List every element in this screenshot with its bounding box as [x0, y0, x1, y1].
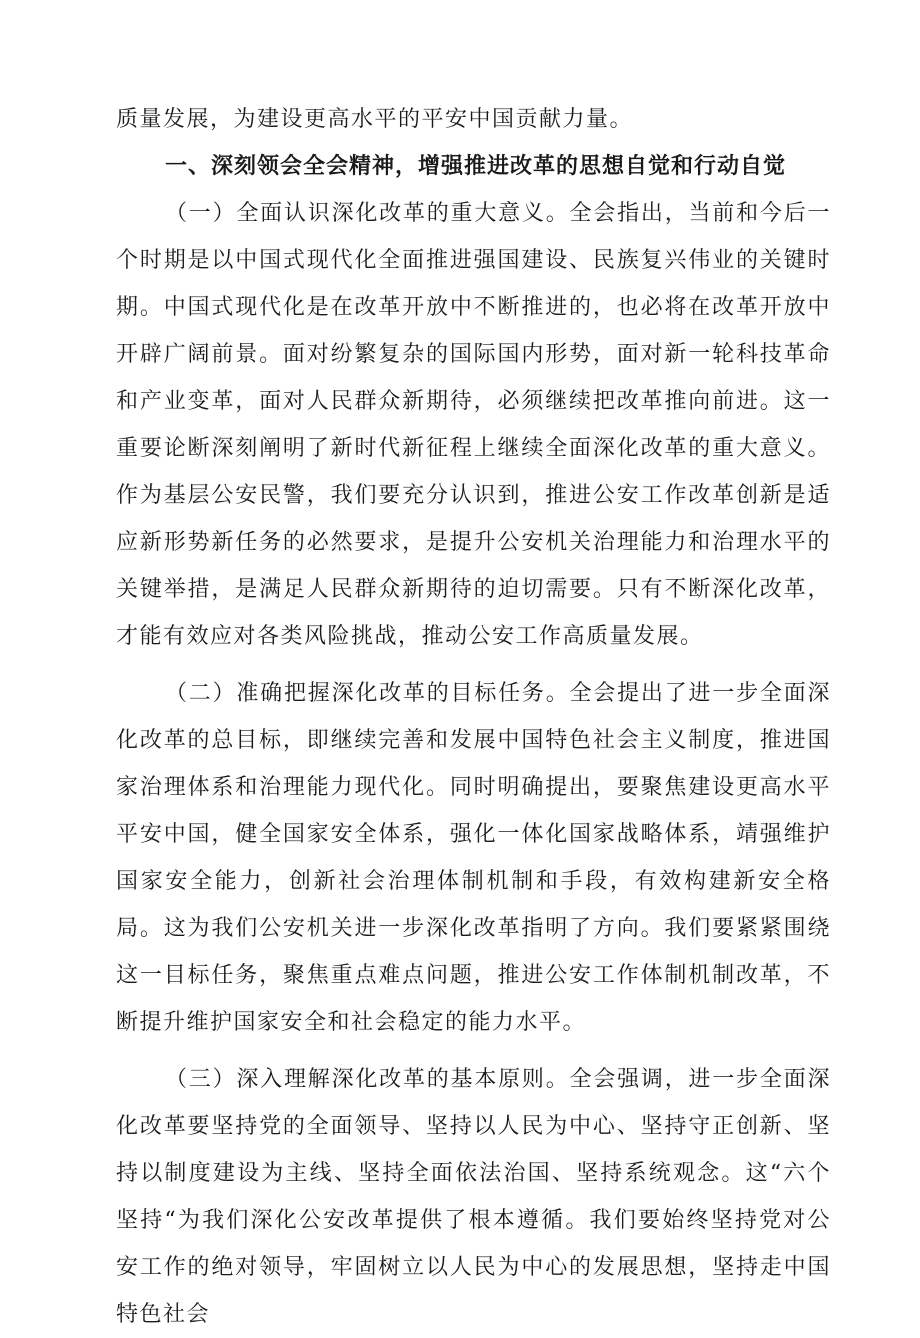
continuation-paragraph: 质量发展，为建设更高水平的平安中国贡献力量。	[116, 107, 634, 132]
paragraph-gap	[116, 660, 831, 670]
document-body	[116, 96, 831, 1338]
paragraph-gap	[116, 1046, 831, 1056]
section-heading: 一、深刻领会全会精神，增强推进改革的思想自觉和行动自觉	[165, 154, 787, 179]
paragraph-3: （三）深入理解深化改革的基本原则。全会强调，进一步全面深化改革要坚持党的全面领导、坚持以人民为中心、坚持守正创新、坚持以制度建设为主线、坚持全面依法治国、坚持系统观念。这“六个坚持“为我们深化公安改革提供了根本遵循。我们要始终坚持党对公安工作的绝对领导，牢固树立以人民为中心的发展思想，坚持走中国特色社会	[116, 1067, 831, 1327]
paragraph-2: （二）准确把握深化改革的目标任务。全会提出了进一步全面深化改革的总目标，即继续完善和发展中国特色社会主义制度，推进国家治理体系和治理能力现代化。同时明确提出，要聚焦建设更高水平平安中国，健全国家安全体系，强化一体化国家战略体系，靖强维护国家安全能力，创新社会治理体制机制和手段，有效构建新安全格局。这为我们公安机关进一步深化改革指明了方向。我们要紧紧围绕这一目标任务，聚焦重点难点问题，推进公安工作体制机制改革，不断提升维护国家安全和社会稳定的能力水平。	[116, 681, 831, 1035]
paragraph-1: （一）全面认识深化改革的重大意义。全会指出，当前和今后一个时期是以中国式现代化全面推进强国建设、民族复兴伟业的关键时期。中国式现代化是在改革开放中不断推进的，也必将在改革开放中开辟广阔前景。面对纷繁复杂的国际国内形势，面对新一轮科技革命和产业变革，面对人民群众新期待，必须继续把改革推向前进。这一重要论断深刻阐明了新时代新征程上继续全面深化改革的重大意义。作为基层公安民警，我们要充分认识到，推进公安工作改革创新是适应新形势新任务的必然要求，是提升公安机关治理能力和治理水平的关键举措，是满足人民群众新期待的迫切需要。只有不断深化改革，才能有效应对各类风险挑战，推动公安工作高质量发展。	[116, 201, 831, 649]
